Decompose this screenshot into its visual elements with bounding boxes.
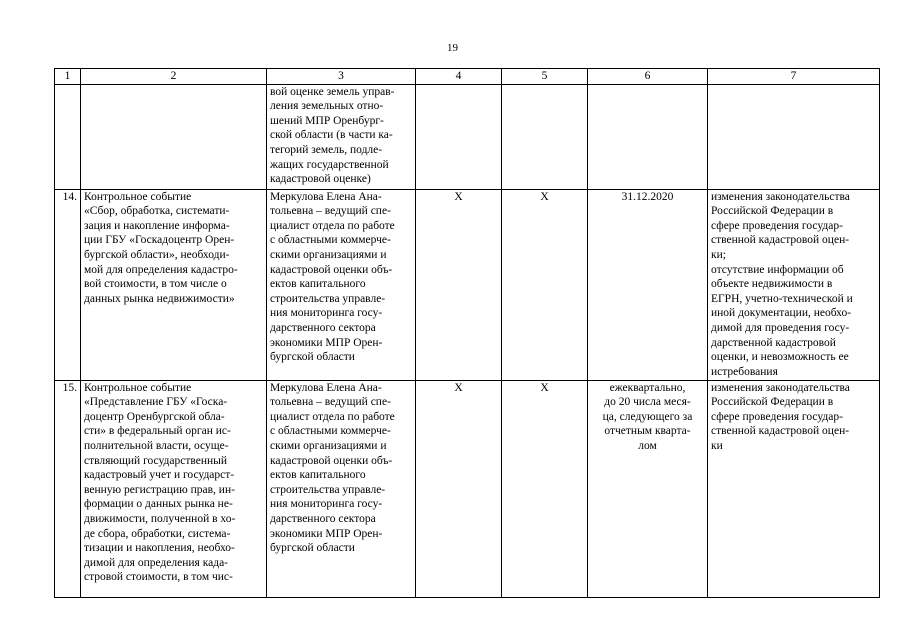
cell-text-line: движимости, полученной в хо- bbox=[84, 512, 236, 525]
cell-event bbox=[81, 189, 267, 380]
cell-text-line: ки; bbox=[711, 248, 726, 261]
cell-col4 bbox=[416, 84, 502, 189]
cell-text-line: данных рынка недвижимости» bbox=[84, 292, 235, 305]
cell-text-line: ЕГРН, учетно-технической и bbox=[711, 292, 853, 305]
cell-text-line: иной документации, необхо- bbox=[711, 307, 852, 320]
page-number: 19 bbox=[447, 42, 458, 54]
cell-text-line: ки bbox=[711, 439, 723, 452]
cell-text-line: вой оценке земель управ- bbox=[270, 85, 395, 98]
cell-text-line: строительства управле- bbox=[270, 292, 386, 305]
cell-text-line: сфере проведения государ- bbox=[711, 219, 843, 232]
cell-text-line: формации о данных рынка не- bbox=[84, 498, 233, 511]
cell-risks bbox=[708, 189, 880, 380]
cell-text-line: шений МПР Оренбург- bbox=[270, 114, 384, 127]
cell-risks bbox=[708, 380, 880, 597]
cell-text-line: отсутствие информации об bbox=[711, 263, 844, 276]
cell-text-line: жащих государственной bbox=[270, 158, 389, 171]
cell-text-line: ния мониторинга госу- bbox=[270, 307, 383, 320]
cell-text-line: бургской области», необходи- bbox=[84, 248, 230, 261]
cell-deadline bbox=[588, 84, 708, 189]
cell-text-line: тизации и накопления, необхо- bbox=[84, 542, 235, 555]
cell-text-line: Меркулова Елена Ана- bbox=[270, 381, 382, 394]
cell-responsible bbox=[267, 84, 416, 189]
cell-text-line: 31.12.2020 bbox=[621, 190, 674, 203]
cell-text-line: «Представление ГБУ «Госка- bbox=[84, 396, 228, 409]
cell-text-line: отчетным кварта- bbox=[604, 425, 691, 438]
cell-text-line: доцентр Оренбургской обла- bbox=[84, 410, 225, 423]
cell-text-line: ца, следующего за bbox=[602, 410, 693, 423]
cell-text-line: кадастровый учет и государст- bbox=[84, 469, 235, 482]
cell-text-line: бургской области bbox=[270, 542, 355, 555]
cell-text-line: ственной кадастровой оцен- bbox=[711, 234, 850, 247]
cell-text-line: кадастровой оценки объ- bbox=[270, 454, 393, 467]
cell-responsible bbox=[267, 380, 416, 597]
cell-text-line: димой для определения када- bbox=[84, 556, 228, 569]
cell-text-line: ственной кадастровой оцен- bbox=[711, 425, 850, 438]
cell-text-line: кадастровой оценки объ- bbox=[270, 263, 393, 276]
cell-col5: Х bbox=[502, 189, 588, 380]
cell-number: 15. bbox=[55, 380, 81, 597]
cell-deadline bbox=[588, 189, 708, 380]
header-col-4: 4 bbox=[416, 69, 502, 85]
cell-text-line: дарственного сектора bbox=[270, 512, 376, 525]
cell-text-line: изменения законодательства bbox=[711, 190, 850, 203]
cell-number: 14. bbox=[55, 189, 81, 380]
header-col-3: 3 bbox=[267, 69, 416, 85]
cell-text-line: лом bbox=[638, 439, 657, 452]
cell-text-line: сфере проведения государ- bbox=[711, 410, 843, 423]
cell-text-line: с областными коммерче- bbox=[270, 425, 391, 438]
cell-text-line: бургской области bbox=[270, 351, 355, 364]
cell-text-line: скими организациями и bbox=[270, 248, 387, 261]
header-col-7: 7 bbox=[708, 69, 880, 85]
cell-text-line: тегорий земель, подле- bbox=[270, 143, 383, 156]
cell-col5: Х bbox=[502, 380, 588, 597]
cell-event bbox=[81, 84, 267, 189]
cell-text-line: с областными коммерче- bbox=[270, 234, 391, 247]
cell-text-line: зация и накопление информа- bbox=[84, 219, 230, 232]
cell-text-line: Российской Федерации в bbox=[711, 396, 834, 409]
cell-text-line: истребования bbox=[711, 365, 778, 378]
cell-text-line: ектов капитального bbox=[270, 469, 366, 482]
cell-text-line: кадастровой оценке) bbox=[270, 173, 371, 186]
cell-text-line: тольевна – ведущий спе- bbox=[270, 205, 391, 218]
cell-text-line: димой для проведения госу- bbox=[711, 321, 850, 334]
cell-text-line: ции ГБУ «Госкадоцентр Орен- bbox=[84, 234, 235, 247]
cell-text-line: циалист отдела по работе bbox=[270, 410, 395, 423]
cell-text-line: Меркулова Елена Ана- bbox=[270, 190, 382, 203]
cell-text-line: вой стоимости, в том числе о bbox=[84, 278, 227, 291]
cell-text-line: венную регистрацию прав, ин- bbox=[84, 483, 235, 496]
cell-col5 bbox=[502, 84, 588, 189]
cell-text-line: экономики МПР Орен- bbox=[270, 336, 383, 349]
cell-responsible bbox=[267, 189, 416, 380]
header-row bbox=[55, 69, 880, 85]
table-row-14 bbox=[55, 189, 880, 380]
cell-text-line: сти» в федеральный орган ис- bbox=[84, 425, 231, 438]
cell-text-line: скими организациями и bbox=[270, 439, 387, 452]
cell-text-line: дарственного сектора bbox=[270, 321, 376, 334]
cell-text-line: мой для определения кадастро- bbox=[84, 263, 238, 276]
cell-text-line: ектов капитального bbox=[270, 278, 366, 291]
header-col-1: 1 bbox=[55, 69, 81, 85]
cell-text-line: полнительной власти, осуще- bbox=[84, 439, 229, 452]
cell-col4: Х bbox=[416, 189, 502, 380]
cell-text-line: до 20 числа меся- bbox=[604, 396, 691, 409]
cell-text-line: ния мониторинга госу- bbox=[270, 498, 383, 511]
plan-table bbox=[54, 68, 880, 598]
cell-text-line: «Сбор, обработка, системати- bbox=[84, 205, 230, 218]
cell-text-line: Контрольное событие bbox=[84, 381, 192, 394]
cell-text-line: строительства управле- bbox=[270, 483, 386, 496]
cell-text-line: Контрольное событие bbox=[84, 190, 192, 203]
cell-text-line: де сбора, обработки, система- bbox=[84, 527, 231, 540]
cell-deadline bbox=[588, 380, 708, 597]
cell-text-line: экономики МПР Орен- bbox=[270, 527, 383, 540]
cell-text-line: ежеквартально, bbox=[609, 381, 686, 394]
cell-text-line: дарственной кадастровой bbox=[711, 336, 836, 349]
cell-number bbox=[55, 84, 81, 189]
cell-text-line: стровой стоимости, в том чис- bbox=[84, 571, 233, 584]
header-col-5: 5 bbox=[502, 69, 588, 85]
cell-text-line: ствляющий государственный bbox=[84, 454, 228, 467]
cell-text-line: ления земельных отно- bbox=[270, 100, 384, 113]
cell-text-line: изменения законодательства bbox=[711, 381, 850, 394]
cell-event bbox=[81, 380, 267, 597]
cell-text-line: тольевна – ведущий спе- bbox=[270, 396, 391, 409]
cell-risks bbox=[708, 84, 880, 189]
cell-text-line: циалист отдела по работе bbox=[270, 219, 395, 232]
table-row-continuation bbox=[55, 84, 880, 189]
header-col-6: 6 bbox=[588, 69, 708, 85]
cell-text-line: Российской Федерации в bbox=[711, 205, 834, 218]
table-row-15 bbox=[55, 380, 880, 597]
cell-text-line: оценки, и невозможность ее bbox=[711, 351, 849, 364]
cell-text-line: объекте недвижимости в bbox=[711, 278, 833, 291]
cell-text-line: ской области (в части ка- bbox=[270, 129, 393, 142]
header-col-2: 2 bbox=[81, 69, 267, 85]
cell-col4: Х bbox=[416, 380, 502, 597]
